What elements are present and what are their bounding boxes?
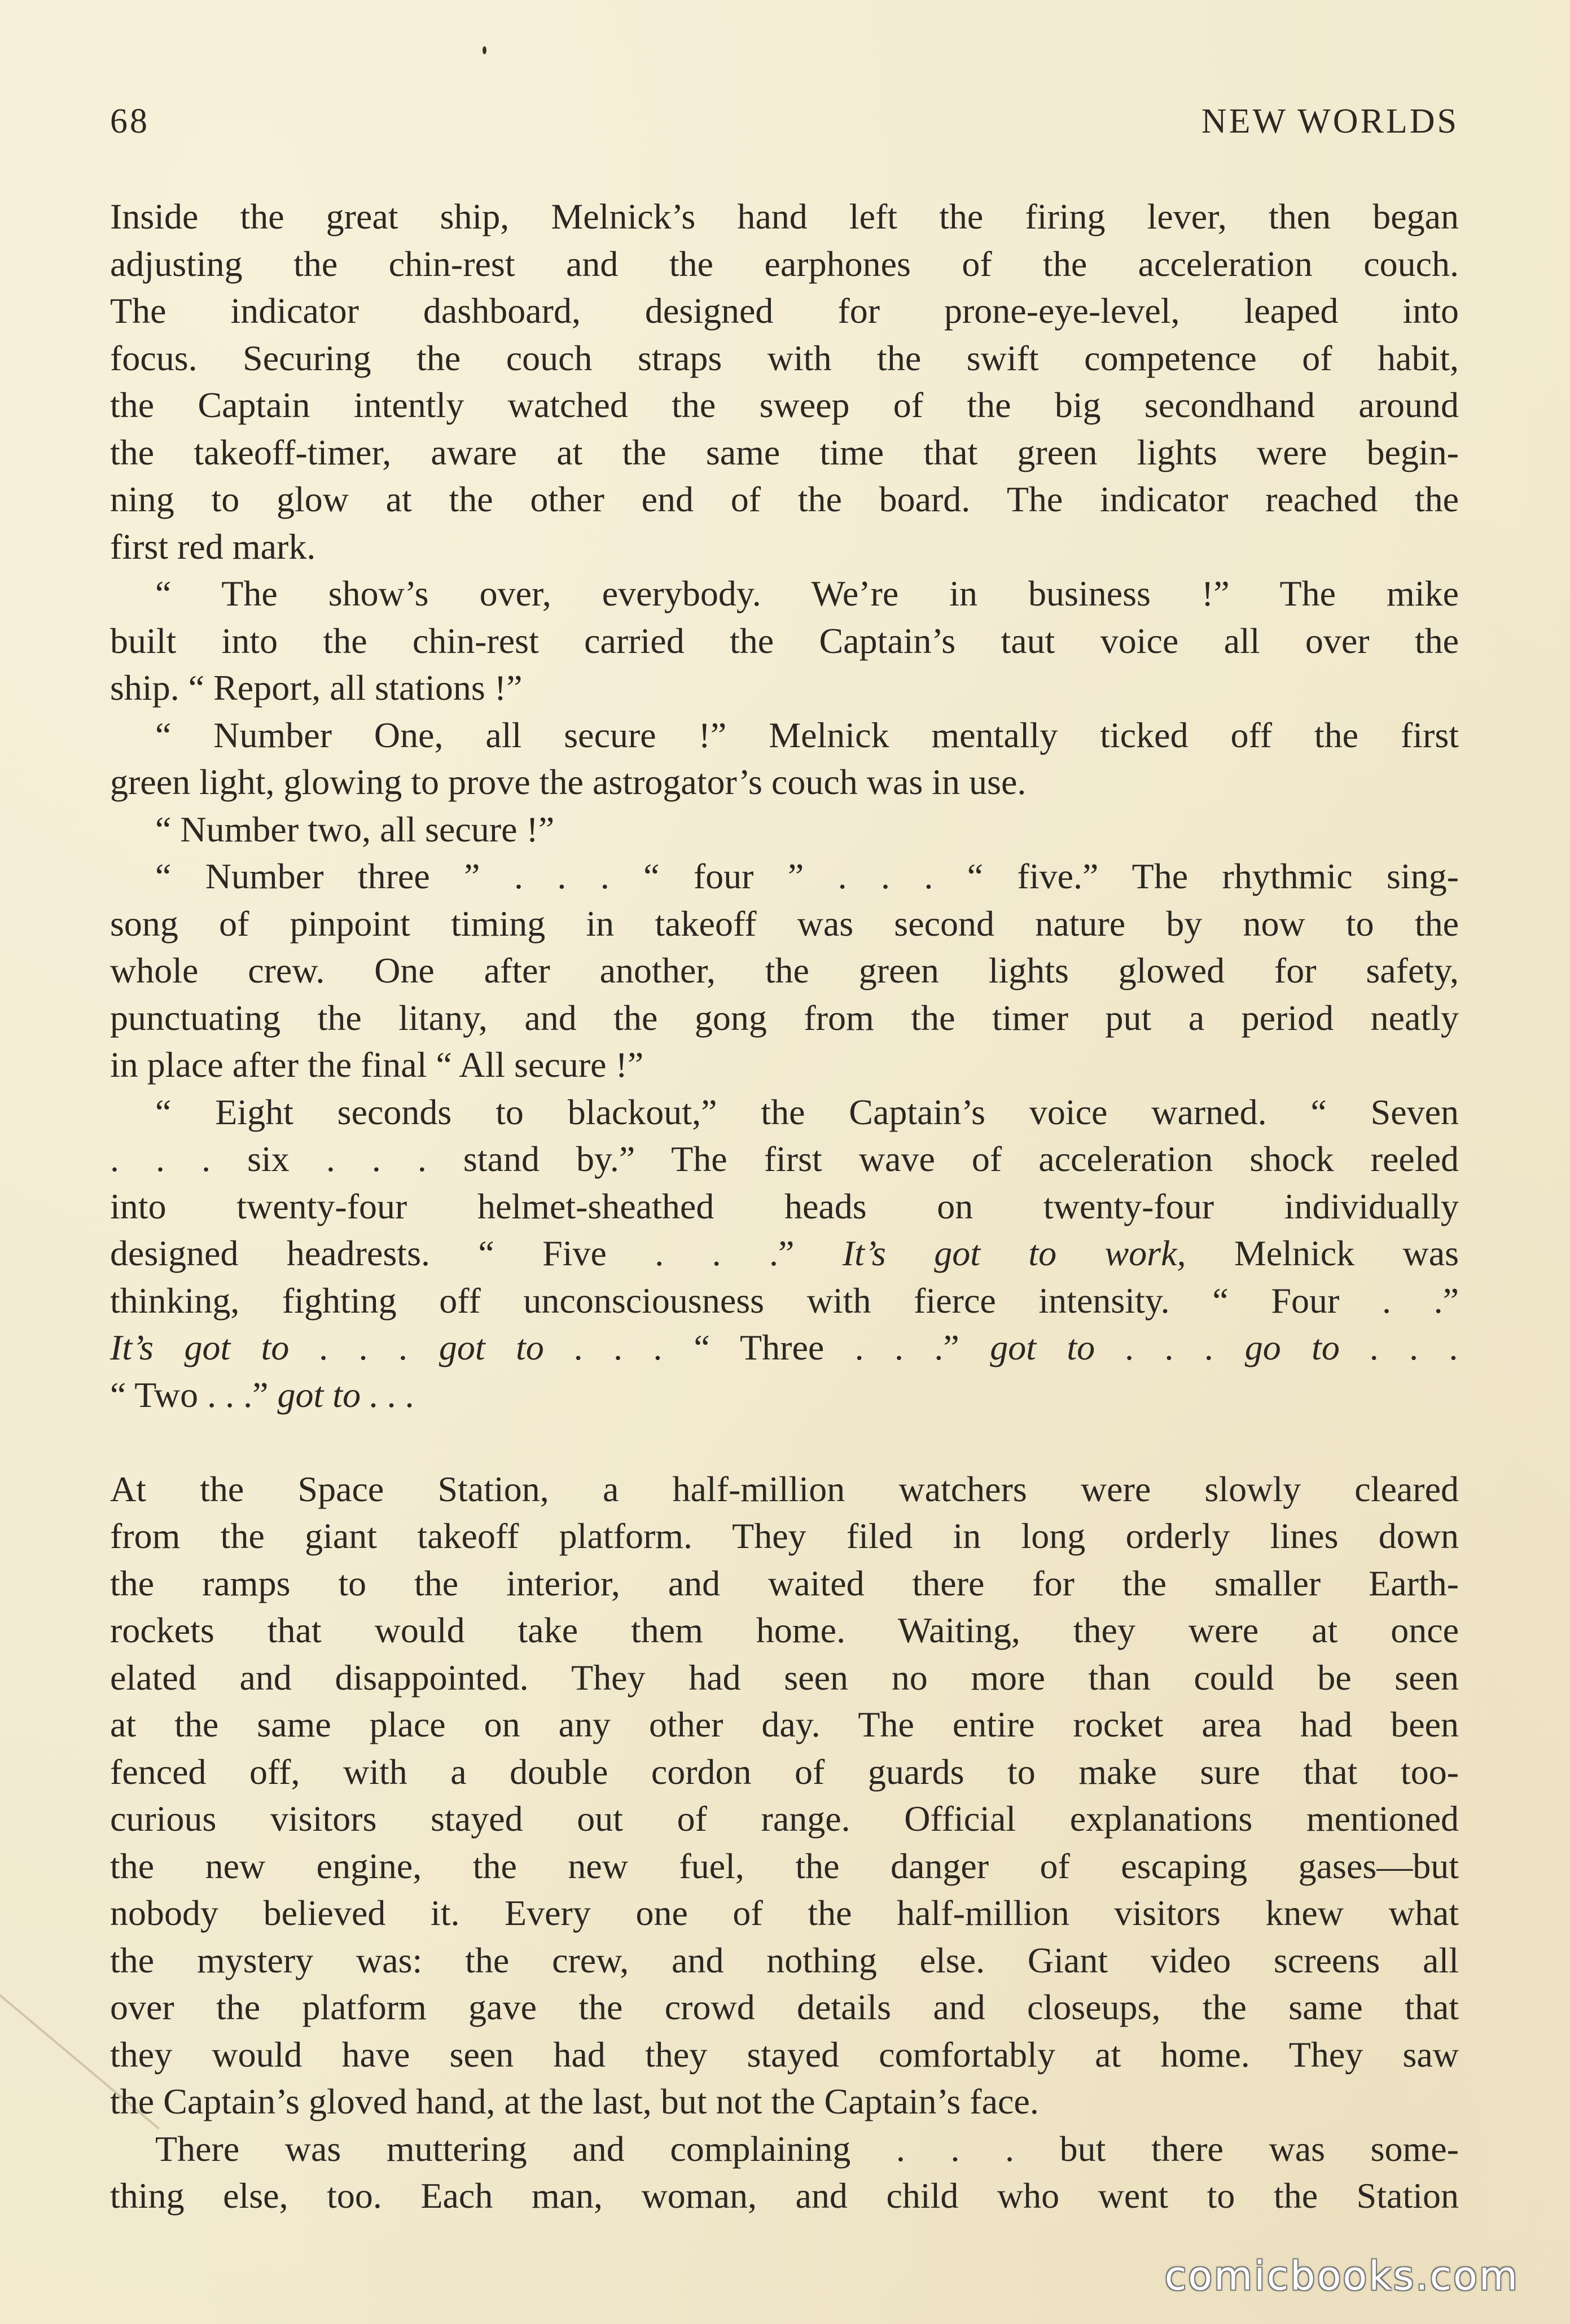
text-run: “ Two . . .” <box>110 1374 269 1415</box>
text-line: the mystery was: the crew, and nothing else. Giant video screens all <box>110 1940 1459 1980</box>
text-line: fenced off, with a double cordon of guards to make sure that too- <box>110 1751 1459 1792</box>
body-text <box>110 193 1459 2220</box>
text-line: song of pinpoint timing in takeoff was second nature by now to the <box>110 903 1459 944</box>
text-run: Melnick was <box>1234 1233 1459 1273</box>
text-line: “ Number two, all secure !” <box>155 809 555 849</box>
section-break <box>110 1418 1459 1466</box>
text-line: punctuating the litany, and the gong from the timer put a period neatly <box>110 997 1459 1038</box>
text-line <box>110 1324 1459 1371</box>
italic-run: got to . . . go to . . . <box>990 1327 1459 1367</box>
text-line <box>110 1230 1459 1277</box>
text-line: built into the chin-rest carried the Captain’s taut voice all over the <box>110 620 1459 661</box>
text-line: “ Number three ” . . . “ four ” . . . “ five.” The rhythmic sing- <box>155 856 1459 896</box>
source-watermark: comicbooks.com <box>1164 2253 1519 2299</box>
text-line: thinking, fighting off unconsciousness with fierce intensity. “ Four . .” <box>110 1280 1459 1321</box>
text-line: first red mark. <box>110 526 316 567</box>
text-line: the Captain’s gloved hand, at the last, but not the Captain’s face. <box>110 2081 1039 2121</box>
text-line: Inside the great ship, Melnick’s hand left the firing lever, then began <box>110 196 1459 236</box>
text-line: At the Space Station, a half-million watchers were slowly cleared <box>110 1468 1459 1509</box>
text-line: curious visitors stayed out of range. Official explanations mentioned <box>110 1799 1459 1839</box>
text-line: the Captain intently watched the sweep of the big secondhand around <box>110 385 1459 425</box>
text-line: green light, glowing to prove the astrogator’s couch was in use. <box>110 762 1027 802</box>
running-title: NEW WORLDS <box>1201 102 1459 141</box>
text-run: “ Three . . .” <box>694 1327 959 1367</box>
text-line: into twenty-four helmet-sheathed heads on twenty-four individually <box>110 1186 1459 1226</box>
text-line: . . . six . . . stand by.” The first wave of acceleration shock reeled <box>110 1139 1459 1179</box>
italic-run: It’s got to . . . got to . . . <box>110 1327 664 1367</box>
text-line: from the giant takeoff platform. They filed in long orderly lines down <box>110 1516 1459 1556</box>
text-line: in place after the final “ All secure !” <box>110 1045 644 1085</box>
text-line: thing else, too. Each man, woman, and child who went to the Station <box>110 2176 1459 2216</box>
running-head <box>110 102 1459 152</box>
text-line: the ramps to the interior, and waited there for the smaller Earth- <box>110 1563 1459 1603</box>
text-line: whole crew. One after another, the green lights glowed for safety, <box>110 950 1459 990</box>
text-line: the new engine, the new fuel, the danger of escaping gases—but <box>110 1845 1459 1886</box>
text-line: they would have seen had they stayed comfortably at home. They saw <box>110 2034 1459 2075</box>
italic-run: It’s got to work, <box>842 1233 1186 1273</box>
text-line: at the same place on any other day. The entire rocket area had been <box>110 1704 1459 1744</box>
text-line: over the platform gave the crowd details and closeups, the same that <box>110 1987 1459 2027</box>
page-number: 68 <box>110 102 150 141</box>
text-run: designed headrests. “ Five . . .” <box>110 1233 795 1273</box>
text-line: ship. “ Report, all stations !” <box>110 668 523 708</box>
text-line: focus. Securing the couch straps with the swift competence of habit, <box>110 337 1459 378</box>
text-line: The indicator dashboard, designed for prone-eye-level, leaped into <box>110 291 1459 331</box>
text-line: There was muttering and complaining . . . but there was some- <box>155 2128 1459 2169</box>
text-line: adjusting the chin-rest and the earphones of the acceleration couch. <box>110 243 1459 284</box>
text-line: “ The show’s over, everybody. We’re in business !” The mike <box>155 573 1459 613</box>
text-line: rockets that would take them home. Waiting, they were at once <box>110 1610 1459 1650</box>
text-line: nobody believed it. Every one of the half-million visitors knew what <box>110 1893 1459 1933</box>
text-line <box>110 1371 1459 1419</box>
text-line: “ Eight seconds to blackout,” the Captain’s voice warned. “ Seven <box>155 1091 1459 1132</box>
text-line: ning to glow at the other end of the board. The indicator reached the <box>110 479 1459 519</box>
ink-speck <box>483 46 486 54</box>
italic-run: got to . . . <box>277 1374 415 1415</box>
text-line: elated and disappointed. They had seen no more than could be seen <box>110 1657 1459 1698</box>
text-line: the takeoff-timer, aware at the same time that green lights were begin- <box>110 432 1459 472</box>
text-line: “ Number One, all secure !” Melnick mentally ticked off the first <box>155 714 1459 755</box>
